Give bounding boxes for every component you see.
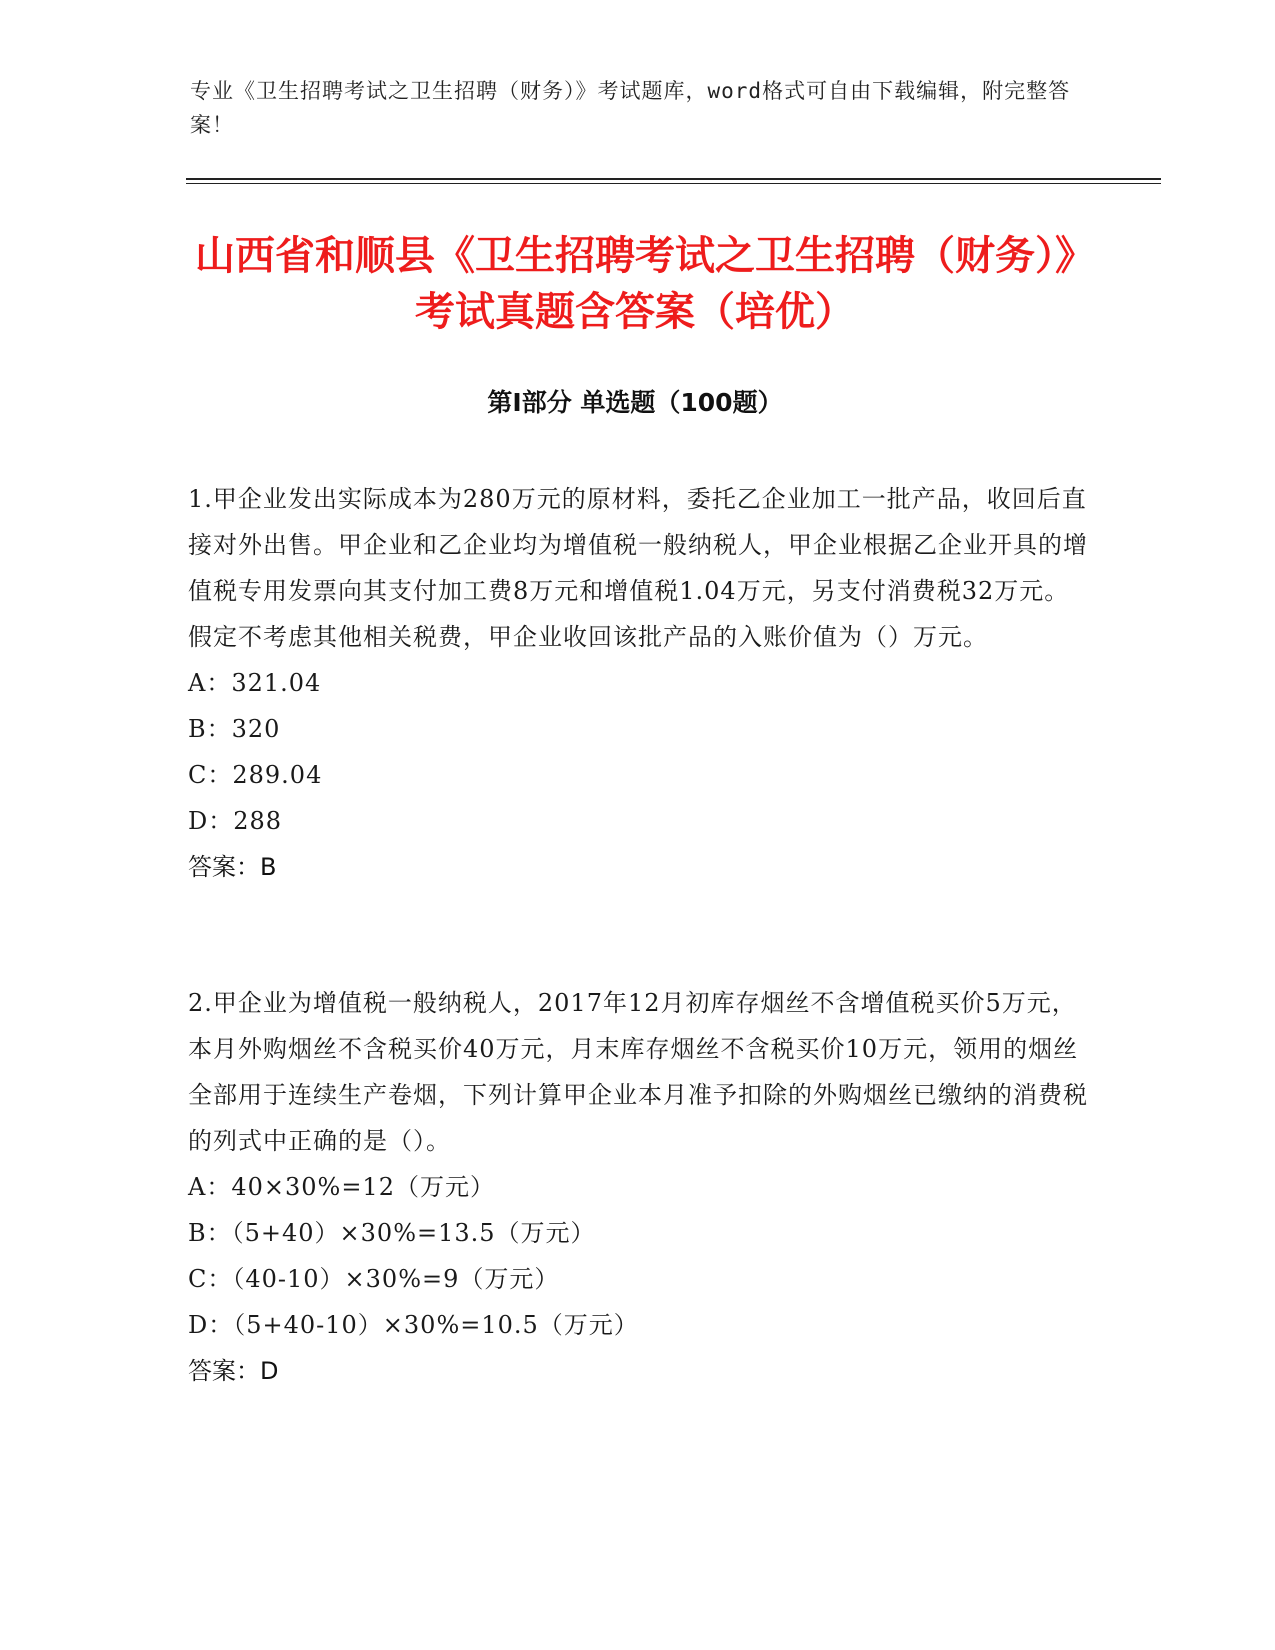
option-b: B：（5+40）×30%=13.5（万元） xyxy=(188,1219,596,1247)
header-note: 专业《卫生招聘考试之卫生招聘（财务）》考试题库，word格式可自由下载编辑，附完整答案！ xyxy=(190,79,1071,137)
document-title: 山西省和顺县《卫生招聘考试之卫生招聘（财务）》考试真题含答案（培优） xyxy=(195,233,1075,335)
question-2 xyxy=(188,980,1088,1394)
option-b: B：320 xyxy=(188,715,281,743)
header-divider-thin xyxy=(186,183,1161,184)
option-a: A：40×30%=12（万元） xyxy=(188,1173,495,1201)
option-c: C：289.04 xyxy=(188,761,323,789)
answer-label: 答案：D xyxy=(188,1357,279,1385)
option-d: D：288 xyxy=(188,807,283,835)
header-divider xyxy=(186,178,1161,180)
option-c: C：（40-10）×30%=9（万元） xyxy=(188,1265,560,1293)
question-stem: 2.甲企业为增值税一般纳税人，2017年12月初库存烟丝不含增值税买价5万元，本月外购烟丝不含税买价40万元，月末库存烟丝不含税买价10万元，领用的烟丝全部用于连续生产卷烟，下列计算甲企业本月准予扣除的外购烟丝已缴纳的消费税的列式中正确的是（）。 xyxy=(188,989,1088,1155)
question-stem: 1.甲企业发出实际成本为280万元的原材料，委托乙企业加工一批产品，收回后直接对外出售。甲企业和乙企业均为增值税一般纳税人，甲企业根据乙企业开具的增值税专用发票向其支付加工费8万元和增值税1.04万元，另支付消费税32万元。假定不考虑其他相关税费，甲企业收回该批产品的入账价值为（）万元。 xyxy=(188,485,1088,651)
answer-label: 答案：B xyxy=(188,853,277,881)
option-d: D：（5+40-10）×30%=10.5（万元） xyxy=(188,1311,639,1339)
section-heading: 第Ⅰ部分 单选题（100题） xyxy=(487,388,783,417)
question-1 xyxy=(188,476,1088,890)
option-a: A：321.04 xyxy=(188,669,322,697)
